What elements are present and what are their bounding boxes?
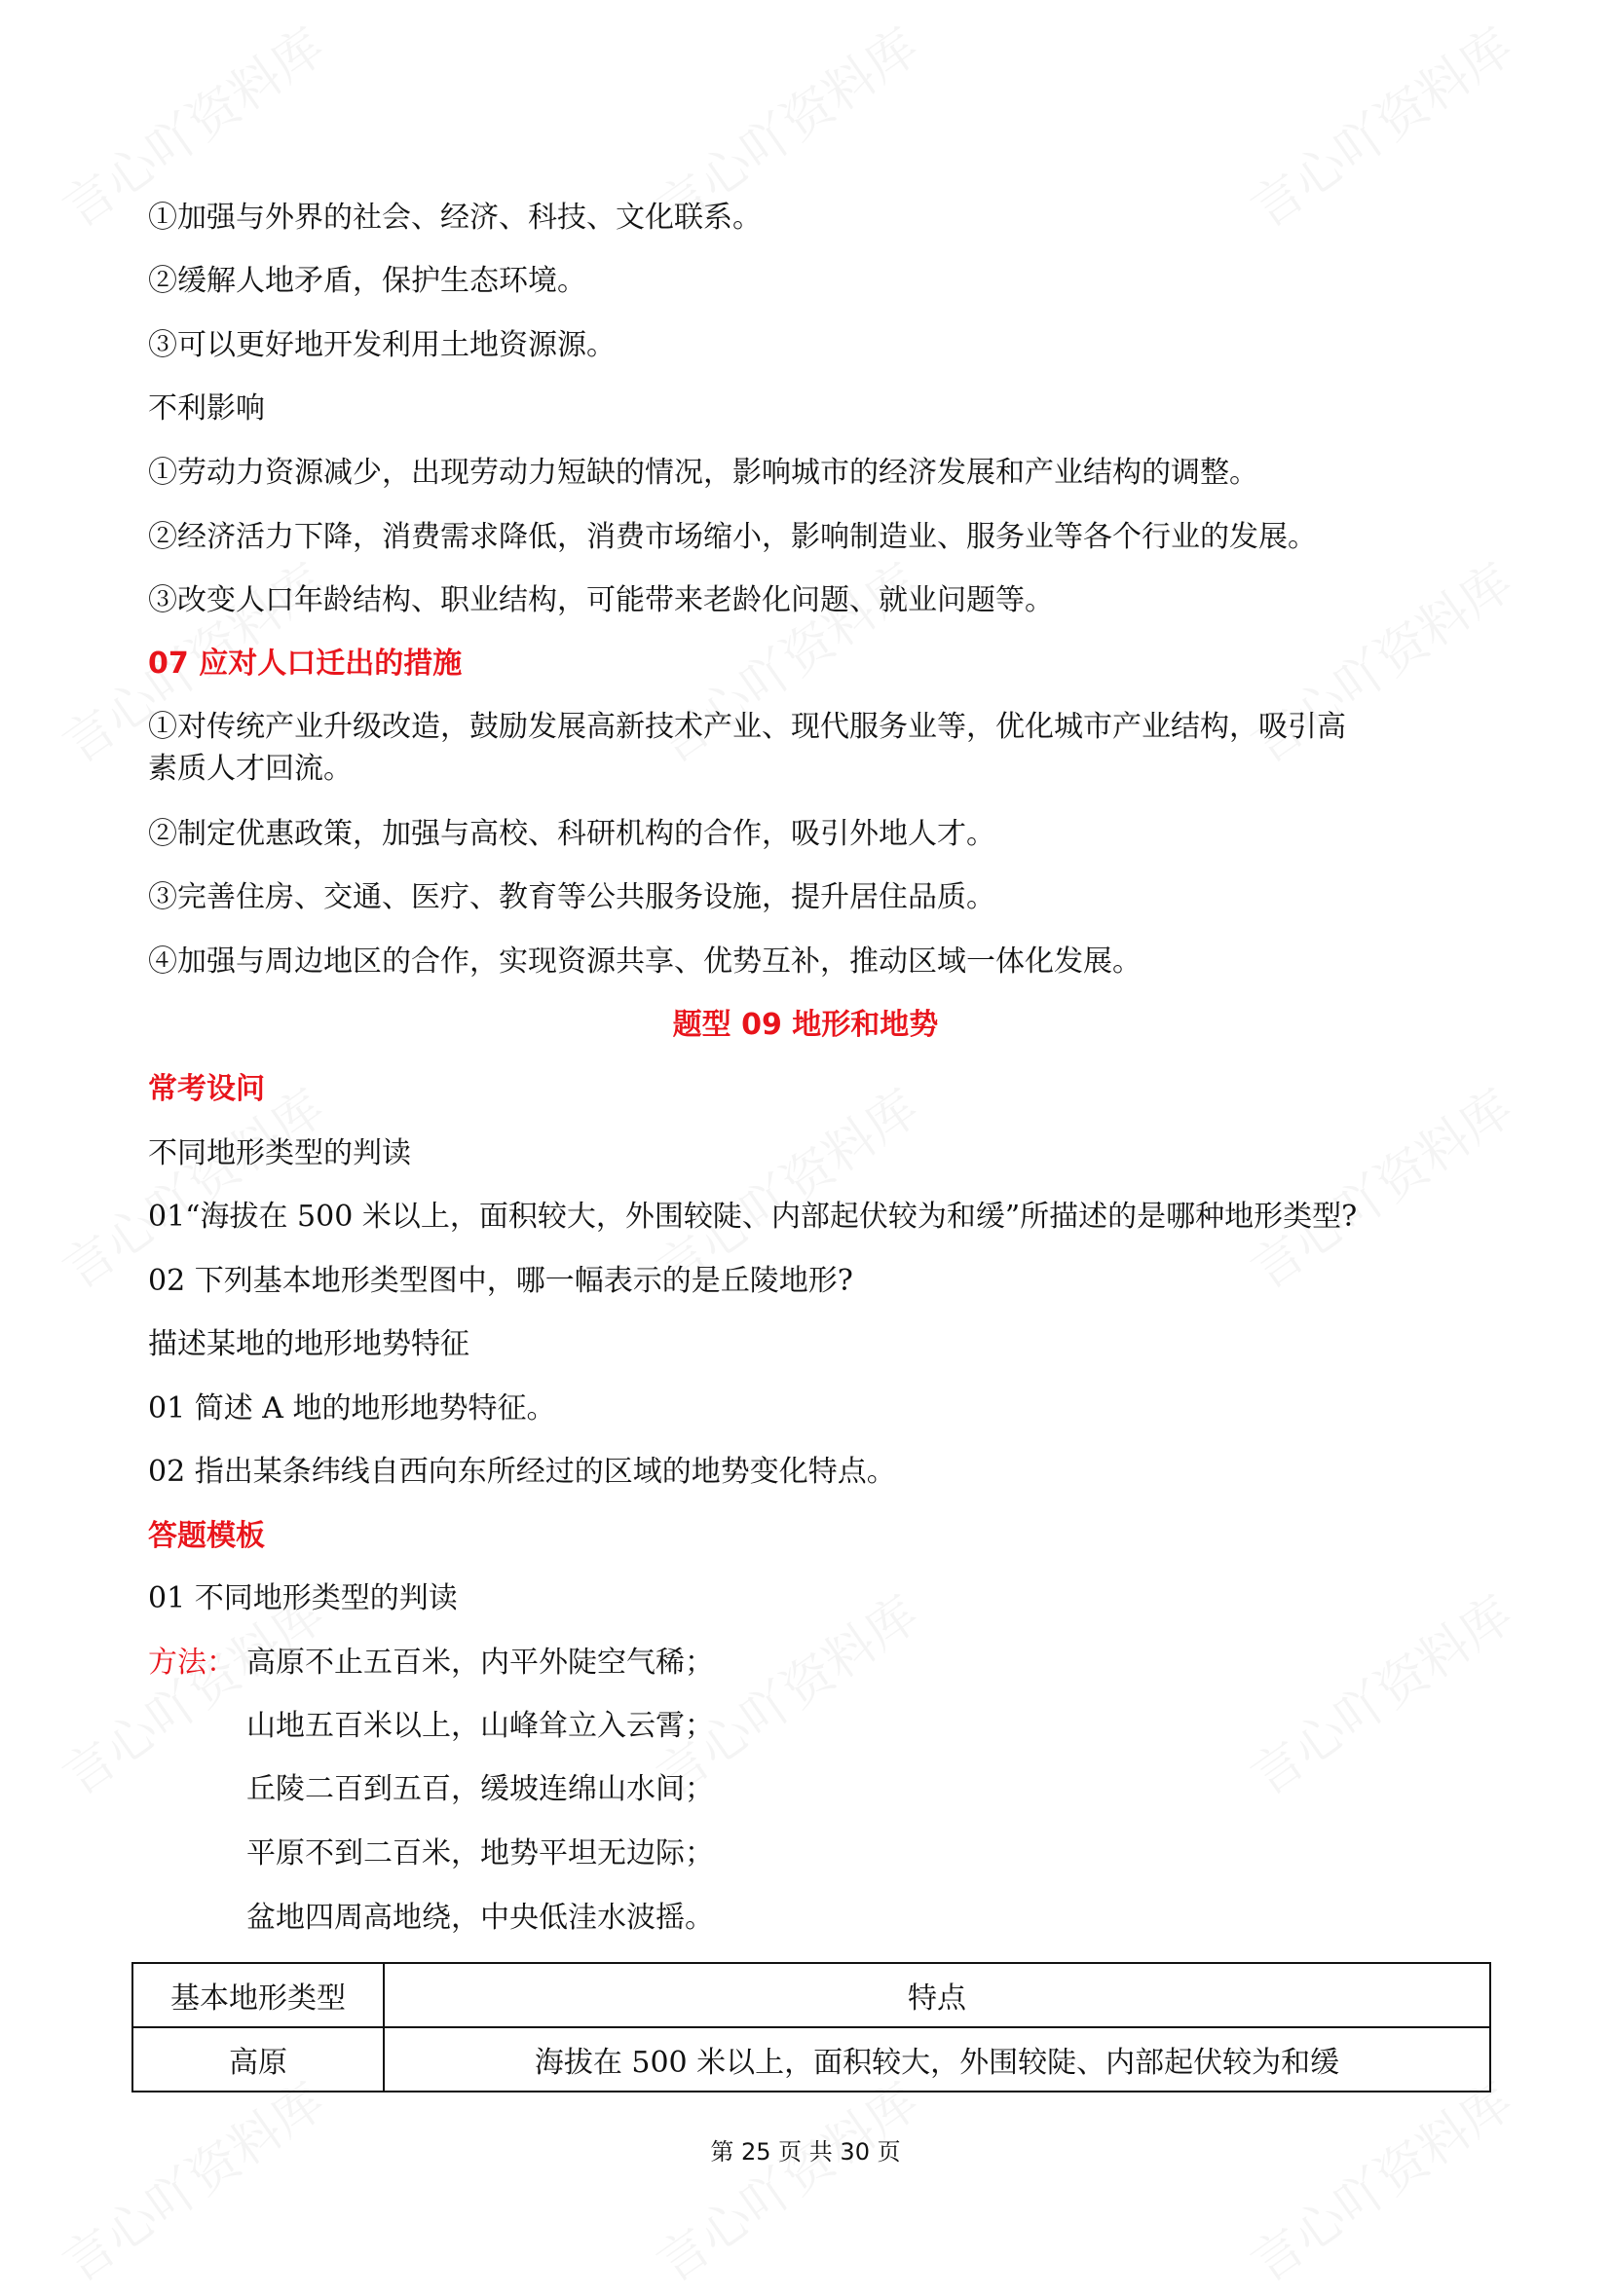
paragraph: ①对传统产业升级改造，鼓励发展高新技术产业、现代服务业等，优化城市产业结构，吸引高 — [148, 710, 1346, 744]
paragraph: 02 下列基本地形类型图中，哪一幅表示的是丘陵地形? — [148, 1264, 853, 1298]
subheading: 不利影响 — [148, 391, 265, 426]
paragraph: ③改变人口年龄结构、职业结构，可能带来老龄化问题、就业问题等。 — [148, 583, 1054, 617]
paragraph: 01 简述 A 地的地形地势特征。 — [148, 1391, 556, 1426]
table-header-row — [132, 1963, 1490, 2027]
paragraph: 素质人才回流。 — [148, 752, 353, 786]
paragraph: ①加强与外界的社会、经济、科技、文化联系。 — [148, 201, 762, 235]
method-line: 高原不止五百米，内平外陡空气稀； — [246, 1646, 714, 1680]
watermark — [1234, 1068, 1525, 1302]
table-header: 基本地形类型 — [132, 1963, 384, 2027]
paragraph: ③完善住房、交通、医疗、教育等公共服务设施，提升居住品质。 — [148, 880, 995, 914]
page-number: 第 25 页 共 30 页 — [710, 2138, 901, 2166]
table-cell: 海拔在 500 米以上，面积较大，外围较陡、内部起伏较为和缓 — [384, 2027, 1490, 2092]
paragraph: 不同地形类型的判读 — [148, 1136, 411, 1170]
method-line: 盆地四周高地绕，中央低洼水波摇。 — [246, 1901, 714, 1935]
paragraph: 描述某地的地形地势特征 — [148, 1327, 469, 1361]
section-heading: 答题模板 — [148, 1519, 265, 1553]
table-row — [132, 2027, 1490, 2092]
paragraph: 01 不同地形类型的判读 — [148, 1581, 458, 1615]
paragraph: ②经济活力下降，消费需求降低，消费市场缩小，影响制造业、服务业等各个行业的发展。 — [148, 520, 1317, 554]
watermark — [1234, 7, 1525, 241]
watermark — [640, 2061, 931, 2295]
paragraph: ③可以更好地开发利用土地资源源。 — [148, 328, 616, 362]
landform-table — [131, 1962, 1491, 2092]
watermark — [1234, 1574, 1525, 1808]
watermark — [46, 2061, 337, 2295]
paragraph: ①劳动力资源减少，出现劳动力短缺的情况，影响城市的经济发展和产业结构的调整。 — [148, 456, 1258, 490]
paragraph: 01“海拔在 500 米以上，面积较大，外围较陡、内部起伏较为和缓”所描述的是哪种地形类型? — [148, 1200, 1358, 1234]
paragraph: 02 指出某条纬线自西向东所经过的区域的地势变化特点。 — [148, 1455, 896, 1489]
method-line: 平原不到二百米，地势平坦无边际； — [246, 1836, 714, 1870]
method-line: 丘陵二百到五百，缓坡连绵山水间； — [246, 1772, 714, 1806]
section-heading: 07 应对人口迁出的措施 — [148, 647, 463, 681]
watermark — [1234, 2061, 1525, 2295]
paragraph: ②制定优惠政策，加强与高校、科研机构的合作，吸引外地人才。 — [148, 817, 995, 851]
table-header: 特点 — [384, 1963, 1490, 2027]
section-heading: 常考设问 — [148, 1072, 265, 1106]
method-line: 山地五百米以上，山峰耸立入云霄； — [246, 1709, 714, 1743]
paragraph: ②缓解人地矛盾，保护生态环境。 — [148, 264, 586, 298]
paragraph: ④加强与周边地区的合作，实现资源共享、优势互补，推动区域一体化发展。 — [148, 944, 1142, 979]
table-cell: 高原 — [132, 2027, 384, 2092]
topic-title: 题型 09 地形和地势 — [672, 1008, 939, 1042]
method-label: 方法： — [148, 1646, 236, 1680]
